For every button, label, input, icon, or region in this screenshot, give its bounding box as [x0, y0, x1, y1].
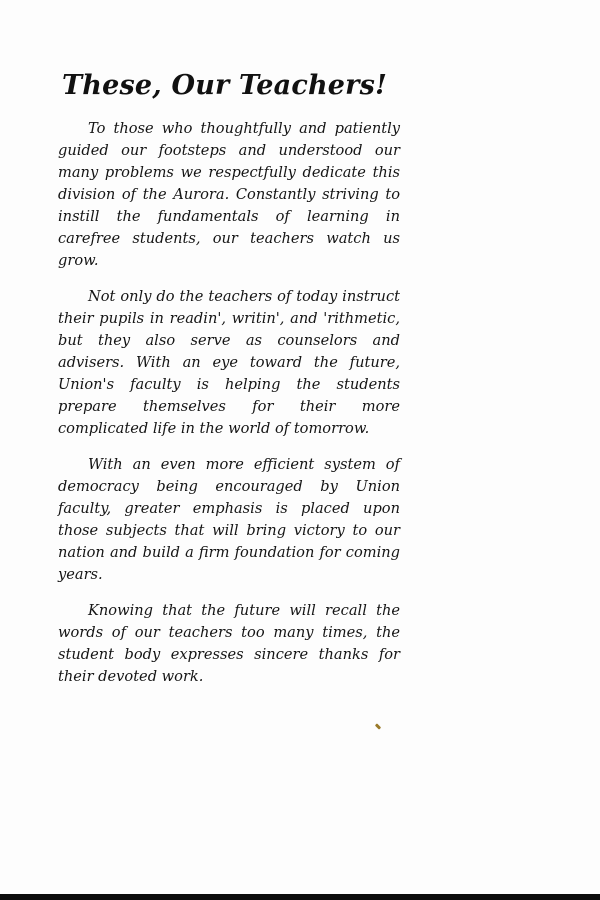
page-title: These, Our Teachers! — [62, 70, 388, 101]
paragraph-thanks: Knowing that the future will recall the words of our teachers too many times, the student body expresses sincere thanks for their devoted work. — [58, 602, 400, 685]
paragraph-democracy: With an even more efficient system of democracy being encouraged by Union faculty, greater emphasis is placed upon those subjects that will bring victory to our nation and build a firm foundation for coming years. — [58, 456, 400, 583]
paragraph-dedication: To those who thoughtfully and patiently guided our footsteps and understood our many problems we respectfully dedicate this division of the Aurora. Constantly striving to instill the fundamentals of learning in carefree students, our teachers watch us grow. — [58, 120, 400, 269]
dedication-text — [58, 118, 400, 702]
ink-speck — [375, 723, 381, 729]
paragraph-role-of-teachers: Not only do the teachers of today instruct their pupils in readin', writin', and 'rithmetic, but they also serve as counselors and advisers. With an eye toward the future, Union's faculty is helping the students prepare themselves for their more complicated life in the world of tomorrow. — [58, 288, 400, 437]
scan-bottom-edge — [0, 894, 600, 900]
